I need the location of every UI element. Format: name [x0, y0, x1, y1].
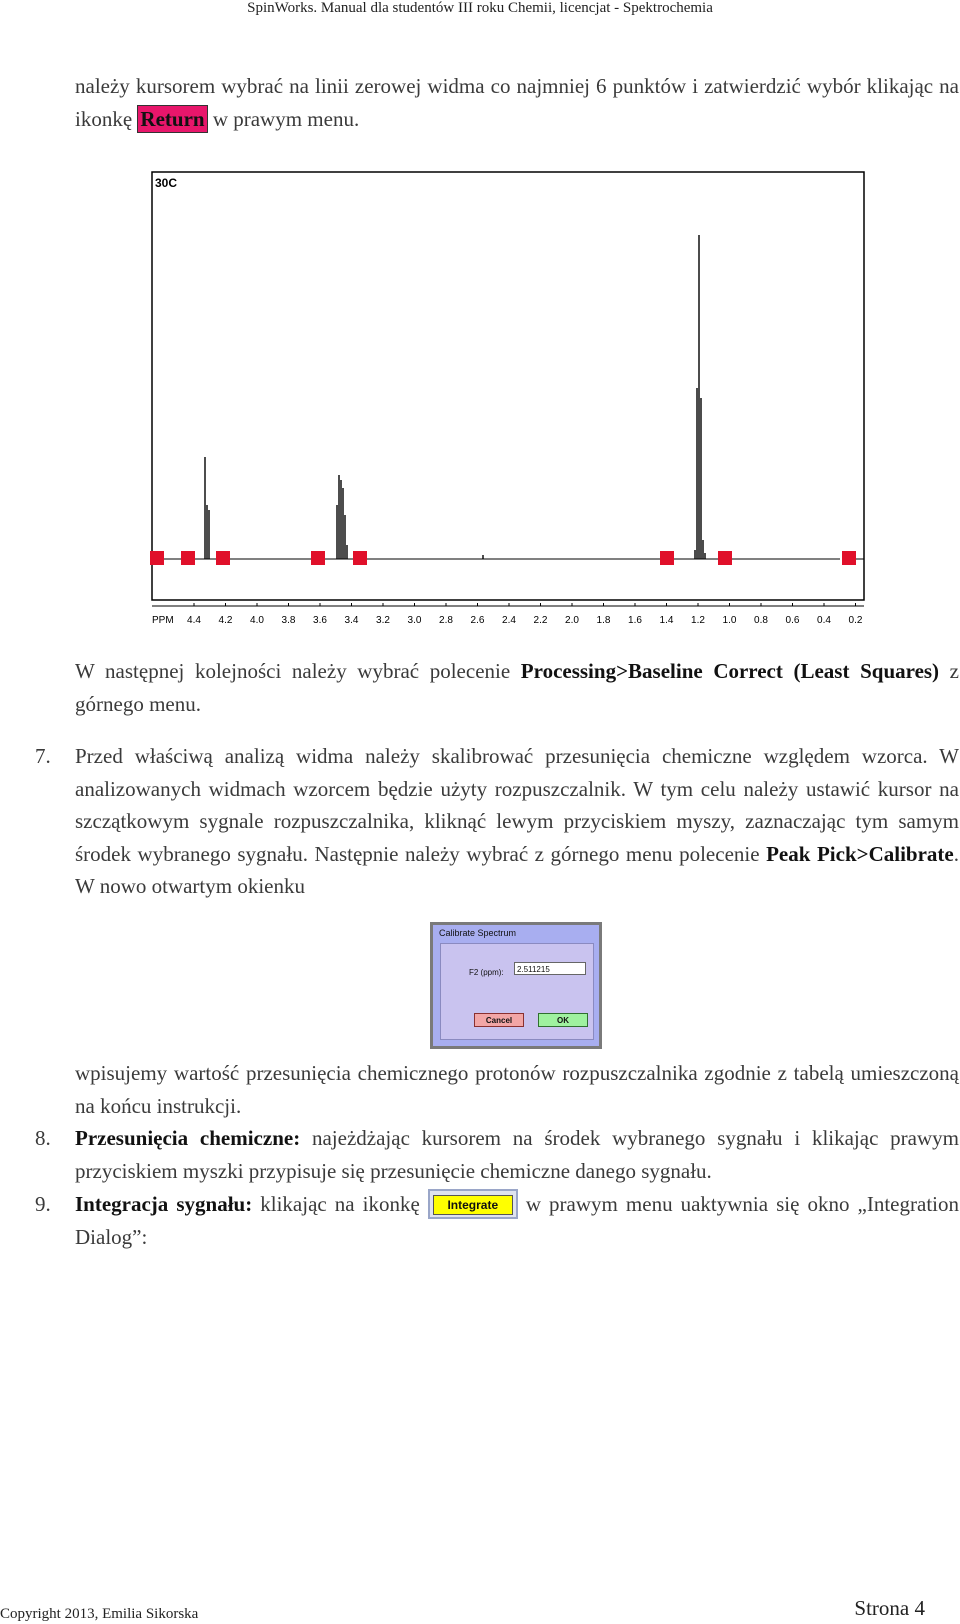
- ppm-tick-label: 1.8: [596, 615, 611, 626]
- spectrum-label: 30C: [155, 176, 178, 190]
- f2-ppm-input[interactable]: 2.511215: [514, 962, 586, 975]
- paragraph-text: w prawym menu uaktywnia się okno „Integration Dialog”:: [75, 1192, 959, 1250]
- ppm-tick-label: 2.2: [533, 615, 548, 626]
- paragraph-text: w prawym menu.: [207, 106, 360, 131]
- cancel-button[interactable]: Cancel: [474, 1013, 524, 1027]
- dialog-title: Calibrate Spectrum: [439, 928, 517, 938]
- item-9-text: [75, 1188, 959, 1254]
- menu-command: Processing>Baseline Correct (Least Squares): [520, 659, 940, 683]
- item-heading: Przesunięcia chemiczne:: [75, 1126, 301, 1150]
- integrate-button[interactable]: [428, 1189, 518, 1219]
- ppm-tick-label: 4.2: [218, 615, 233, 626]
- menu-command: Peak Pick>Calibrate: [766, 841, 954, 866]
- paragraph-text: z górnego menu.: [75, 659, 959, 716]
- ppm-tick-label: 0.4: [817, 615, 831, 626]
- paragraph-text: W następnej kolejności należy wybrać polecenie: [75, 659, 521, 683]
- integrate-button-label: Integrate: [433, 1195, 513, 1215]
- ppm-tick-label: 2.4: [502, 615, 516, 626]
- footer-page-number: Strona 4: [854, 1596, 925, 1620]
- baseline-point-marker: [718, 551, 732, 565]
- ppm-tick-label: 3.2: [376, 615, 390, 626]
- baseline-point-marker: [353, 551, 367, 565]
- ppm-tick-label: 3.4: [344, 615, 359, 626]
- ppm-tick-label: 2.6: [470, 615, 485, 626]
- nmr-spectrum: [140, 170, 890, 640]
- ppm-tick-label: 1.2: [691, 615, 705, 626]
- dialog-body: [440, 943, 594, 1040]
- page-header: SpinWorks. Manual dla studentów III roku Chemii, licencjat - Spektrochemia: [247, 0, 713, 16]
- item-heading: Integracja sygnału:: [75, 1192, 253, 1216]
- footer-copyright: Copyright 2013, Emilia Sikorska: [0, 1606, 199, 1622]
- baseline-point-marker: [311, 551, 325, 565]
- paragraph-text: najeżdżając kursorem na środek wybranego sygnału i klikając prawym przyciskiem myszki przypisuje się przesunięcie chemiczne danego sygnału.: [75, 1126, 959, 1183]
- paragraph-text: klikając na ikonkę: [252, 1192, 428, 1216]
- ppm-tick-label: 0.2: [848, 615, 863, 626]
- f2-label: F2 (ppm):: [469, 968, 504, 977]
- paragraph-baseline-points: [75, 70, 959, 135]
- item-7-text: [75, 740, 959, 903]
- baseline-point-marker: [181, 551, 195, 565]
- baseline-point-marker: [216, 551, 230, 565]
- item-8-text: [75, 1122, 959, 1187]
- paragraph-text: Przed właściwą analizą widma należy skalibrować przesunięcia chemiczne względem wzorca. W analizowanych widmach wzorcem będzie użyty rozpuszczalnik. W tym celu należy ustawić kursor na szczątkowym sygnale rozpuszczalnika, kliknąć lewym przyciskiem myszy, zaznaczając tym samym środek wybranego sygnału. Następnie należy wybrać z górnego menu polecenie: [75, 744, 959, 866]
- ppm-tick-label: 1.6: [628, 615, 642, 626]
- item-number: 7.: [35, 744, 51, 768]
- baseline-point-marker: [660, 551, 674, 565]
- ppm-tick-label: 1.4: [659, 615, 674, 626]
- paragraph-text: należy kursorem wybrać na linii zerowej widma co najmniej 6 punktów i zatwierdzić wybór klikając na ikonkę: [75, 74, 959, 131]
- ppm-tick-label: 2.8: [439, 615, 453, 626]
- baseline-point-marker: [842, 551, 856, 565]
- ok-button[interactable]: OK: [538, 1013, 588, 1027]
- ppm-tick-label: 3.8: [281, 615, 296, 626]
- ppm-tick-label: 0.6: [785, 615, 800, 626]
- baseline-point-marker: [150, 551, 164, 565]
- ppm-tick-label: 4.0: [250, 615, 264, 626]
- ppm-axis-label: PPM: [152, 615, 174, 626]
- paragraph-baseline-correct: [75, 655, 959, 720]
- return-button[interactable]: Return: [137, 105, 207, 133]
- ppm-tick-label: 4.4: [187, 615, 201, 626]
- ppm-tick-label: 2.0: [565, 615, 579, 626]
- ppm-tick-label: 3.6: [313, 615, 327, 626]
- ppm-tick-label: 3.0: [407, 615, 422, 626]
- ppm-tick-label: 0.8: [754, 615, 768, 626]
- ppm-tick-label: 1.0: [722, 615, 737, 626]
- item-number: 9.: [35, 1192, 51, 1216]
- paragraph-text: . W nowo otwartym okienku: [75, 841, 959, 898]
- item-number: 8.: [35, 1126, 51, 1150]
- spectrum-frame: [152, 172, 864, 600]
- paragraph-solvent-value: wpisujemy wartość przesunięcia chemicznego protonów rozpuszczalnika zgodnie z tabelą umieszczoną na końcu instrukcji.: [75, 1061, 959, 1118]
- calibrate-spectrum-dialog: [430, 922, 602, 1049]
